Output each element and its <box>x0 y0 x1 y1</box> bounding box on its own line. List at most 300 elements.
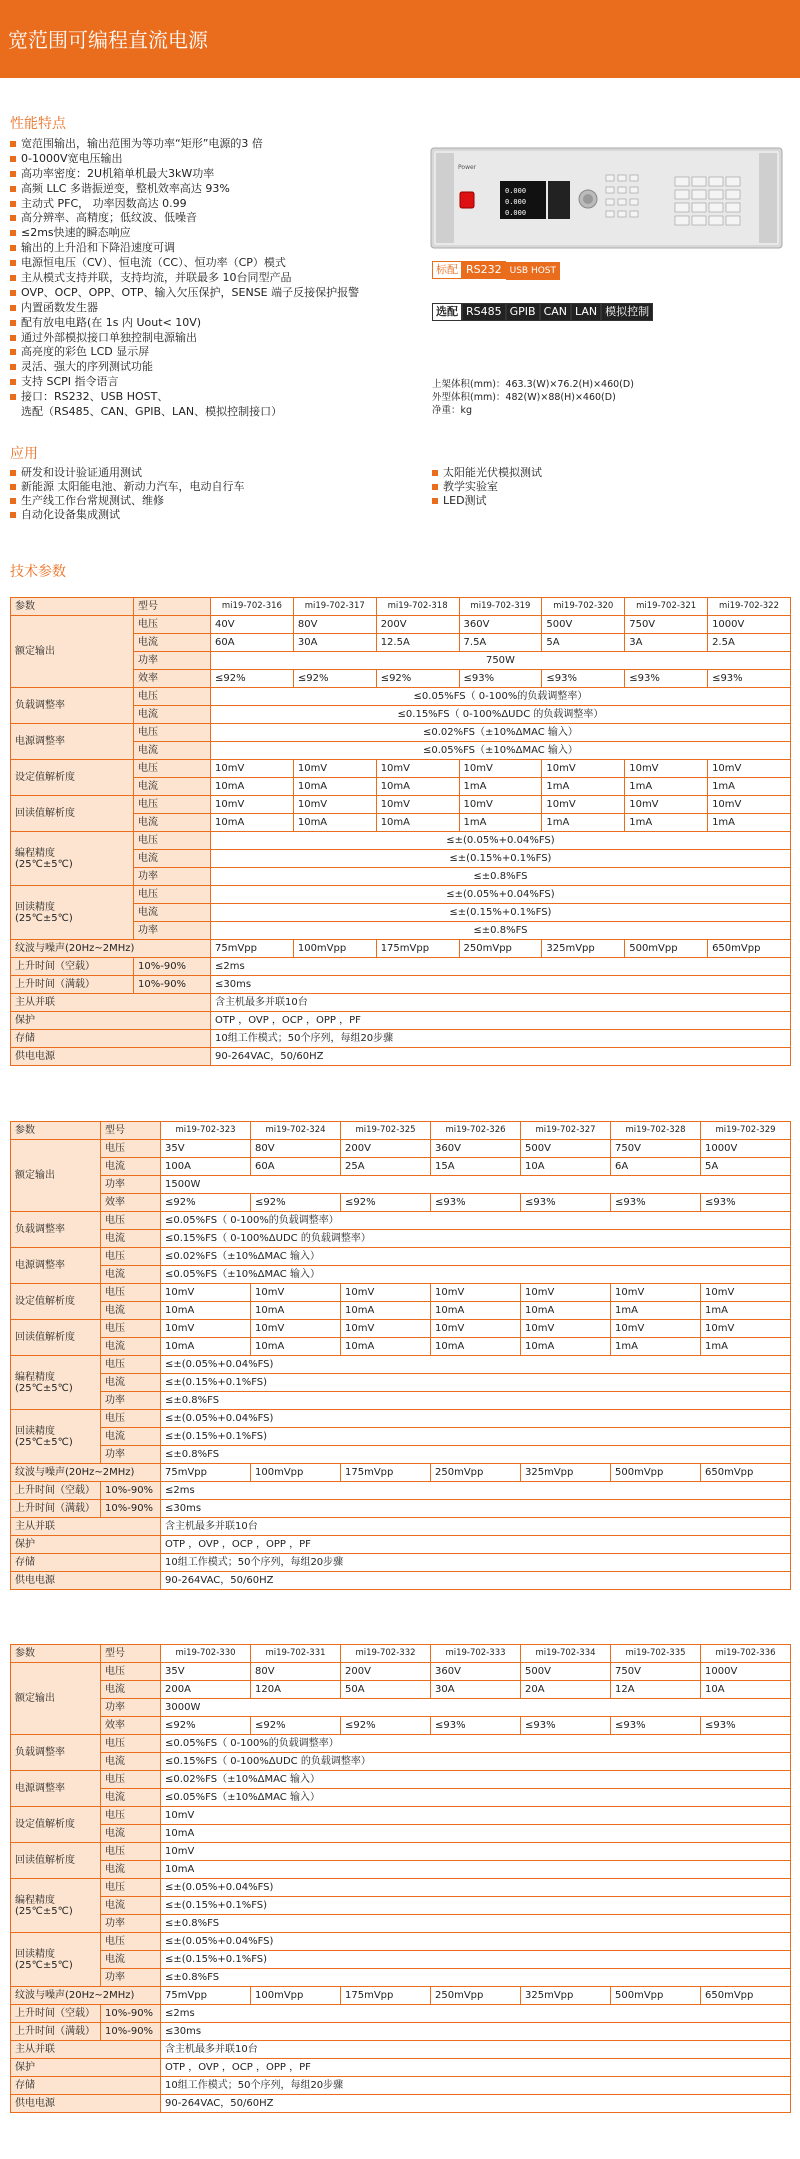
rb-res-v: 10mV <box>211 796 294 814</box>
table-cell: 电压 <box>101 1212 161 1230</box>
ripple-value: 100mVpp <box>293 940 376 958</box>
ripple-value: 75mVpp <box>211 940 294 958</box>
table-cell: 10%-90% <box>134 958 211 976</box>
storage-label: 存储 <box>11 2077 161 2095</box>
model-number: mi19-702-327 <box>521 1122 611 1140</box>
table-cell: 10%-90% <box>101 2023 161 2041</box>
table-row <box>11 994 791 1012</box>
ripple-value: 650mVpp <box>701 1464 791 1482</box>
table-row <box>11 1843 791 1861</box>
protect-label: 保护 <box>11 1536 161 1554</box>
optional-interface: CAN <box>540 303 571 321</box>
rated-voltage: 750V <box>625 616 708 634</box>
table-cell: 电流 <box>134 634 211 652</box>
supply-label: 供电电源 <box>11 1048 211 1066</box>
spec-table <box>10 597 791 1066</box>
line-reg-v: ≤0.02%FS（±10%ΔMAC 输入） <box>211 724 791 742</box>
rated-voltage: 200V <box>341 1663 431 1681</box>
table-row <box>11 2005 791 2023</box>
table-cell: 效率 <box>134 670 211 688</box>
rb-acc-label <box>11 1410 101 1464</box>
model-number: mi19-702-332 <box>341 1645 431 1663</box>
set-res-v: 10mV <box>376 760 459 778</box>
model-number: mi19-702-336 <box>701 1645 791 1663</box>
rb-res-v: 10mV <box>521 1320 611 1338</box>
accuracy-i: ≤±(0.15%+0.1%FS) <box>211 850 791 868</box>
applications-right <box>432 466 800 508</box>
table-row <box>11 1951 791 1969</box>
set-res-i: 1mA <box>611 1302 701 1320</box>
rise-time-empty: ≤2ms <box>211 958 791 976</box>
supply-value: 90-264VAC，50/60HZ <box>161 2095 791 2113</box>
ripple-value: 175mVpp <box>341 1987 431 2005</box>
header-model: 型号 <box>134 598 211 616</box>
set-res-v: 10mV <box>211 760 294 778</box>
efficiency: ≤92% <box>251 1717 341 1735</box>
table-row <box>11 1861 791 1879</box>
efficiency: ≤93% <box>521 1717 611 1735</box>
efficiency: ≤92% <box>211 670 294 688</box>
feature-item: 支持 SCPI 指令语言 <box>10 375 430 390</box>
table-cell: 上升时间（满载） <box>11 976 134 994</box>
table-cell: 电流 <box>101 1825 161 1843</box>
set-res-v: 10mV <box>459 760 542 778</box>
accuracy-v: ≤±(0.05%+0.04%FS) <box>211 832 791 850</box>
accuracy-p: ≤±0.8%FS <box>161 1969 791 1987</box>
rated-voltage: 360V <box>431 1663 521 1681</box>
feature-item: 主从模式支持并联，支持均流，并联最多 10台同型产品 <box>10 271 430 286</box>
table-cell: 功率 <box>134 922 211 940</box>
feature-item: 高亮度的彩色 LCD 显示屏 <box>10 345 430 360</box>
table-row <box>11 976 791 994</box>
table-row <box>11 1140 791 1158</box>
table-cell: 电压 <box>101 1663 161 1681</box>
model-number: mi19-702-324 <box>251 1122 341 1140</box>
rated-current: 12A <box>611 1681 701 1699</box>
rated-voltage: 750V <box>611 1140 701 1158</box>
table-cell: 电压 <box>101 1771 161 1789</box>
rb-res-v: 10mV <box>701 1320 791 1338</box>
table-cell: 电流 <box>101 1789 161 1807</box>
table-cell: 功率 <box>101 1176 161 1194</box>
rb-res-i: 10mA <box>251 1338 341 1356</box>
standard-label: 标配 <box>432 261 462 279</box>
set-res-i: 1mA <box>708 778 791 796</box>
table-cell: 电压 <box>101 1248 161 1266</box>
set-res-i: 10mA <box>293 778 376 796</box>
applications-left <box>10 466 380 522</box>
rb-res-v: 10mV <box>431 1320 521 1338</box>
rated-current: 6A <box>611 1158 701 1176</box>
rated-voltage: 500V <box>521 1663 611 1681</box>
protect-label: 保护 <box>11 1012 211 1030</box>
model-number: mi19-702-325 <box>341 1122 431 1140</box>
table-row <box>11 1374 791 1392</box>
rb-acc-label <box>11 1933 101 1987</box>
rated-current: 3A <box>625 634 708 652</box>
rated-voltage: 40V <box>211 616 294 634</box>
table-row <box>11 1266 791 1284</box>
efficiency: ≤92% <box>341 1194 431 1212</box>
protect-value: OTP ，OVP ，OCP ，OPP ，PF <box>211 1012 791 1030</box>
table-row <box>11 1320 791 1338</box>
accuracy-p: ≤±0.8%FS <box>161 1392 791 1410</box>
features-heading: 性能特点 <box>10 116 66 132</box>
standard-interfaces <box>432 261 560 280</box>
table-cell: 上升时间（满载） <box>11 1500 101 1518</box>
ripple-label: 纹波与噪声(20Hz~2MHz) <box>11 1464 161 1482</box>
table-cell: 电源调整率 <box>11 1771 101 1807</box>
spec-table <box>10 1121 791 1590</box>
application-item: 自动化设备集成测试 <box>10 508 380 522</box>
table-cell: 回读值解析度 <box>11 1843 101 1879</box>
table-row <box>11 1879 791 1897</box>
rb-res-i: 1mA <box>611 1338 701 1356</box>
rated-current: 60A <box>251 1158 341 1176</box>
table-cell: 10%-90% <box>101 2005 161 2023</box>
table-row <box>11 688 791 706</box>
table-cell: 电压 <box>134 724 211 742</box>
parallel-value: 含主机最多并联10台 <box>161 2041 791 2059</box>
standard-interface: RS232 <box>462 261 506 279</box>
model-number: mi19-702-321 <box>625 598 708 616</box>
rb-res-v: 10mV <box>542 796 625 814</box>
storage-label: 存储 <box>11 1554 161 1572</box>
header-model: 型号 <box>101 1122 161 1140</box>
table-row <box>11 1753 791 1771</box>
ripple-value: 500mVpp <box>611 1464 701 1482</box>
accuracy-title: 编程精度 <box>15 847 55 859</box>
table-cell: 效率 <box>101 1717 161 1735</box>
efficiency: ≤93% <box>611 1194 701 1212</box>
table-cell: 电源调整率 <box>11 724 134 760</box>
table-cell: 电流 <box>101 1302 161 1320</box>
ripple-value: 500mVpp <box>625 940 708 958</box>
feature-item: 宽范围输出，输出范围为等功率“矩形”电源的3 倍 <box>10 137 430 152</box>
table-row <box>11 2041 791 2059</box>
application-item: LED测试 <box>432 494 800 508</box>
rb-res-i: 10mA <box>161 1338 251 1356</box>
table-cell: 电流 <box>101 1681 161 1699</box>
table-cell: 电压 <box>101 1284 161 1302</box>
supply-value: 90-264VAC，50/60HZ <box>211 1048 791 1066</box>
rated-current: 30A <box>431 1681 521 1699</box>
table-cell: 负载调整率 <box>11 1735 101 1771</box>
table-row <box>11 1158 791 1176</box>
rb-res-v: 10mV <box>625 796 708 814</box>
rated-power: 1500W <box>161 1176 791 1194</box>
table-row <box>11 1176 791 1194</box>
accuracy-title: 回读精度 <box>15 1425 55 1437</box>
accuracy-title: 回读精度 <box>15 1948 55 1960</box>
set-res-i: 10mA <box>341 1302 431 1320</box>
table-cell: 电流 <box>101 1374 161 1392</box>
accuracy-i: ≤±(0.15%+0.1%FS) <box>161 1428 791 1446</box>
table-cell: 10%-90% <box>101 1482 161 1500</box>
table-row <box>11 1012 791 1030</box>
protect-label: 保护 <box>11 2059 161 2077</box>
spec-table <box>10 1644 791 2113</box>
set-res-i: 10mA <box>376 778 459 796</box>
efficiency: ≤92% <box>251 1194 341 1212</box>
ripple-value: 325mVpp <box>521 1464 611 1482</box>
table-row <box>11 1464 791 1482</box>
feature-item: 灵活、强大的序列测试功能 <box>10 360 430 375</box>
load-reg-i: ≤0.15%FS（ 0-100%ΔUDC 的负载调整率） <box>161 1753 791 1771</box>
accuracy-title: 编程精度 <box>15 1894 55 1906</box>
table-row <box>11 1572 791 1590</box>
set-res-i: 1mA <box>459 778 542 796</box>
rated-voltage: 80V <box>251 1140 341 1158</box>
table-row <box>11 1356 791 1374</box>
prog-acc-label <box>11 1356 101 1410</box>
accuracy-p: ≤±0.8%FS <box>211 922 791 940</box>
table-row <box>11 1446 791 1464</box>
set-res-i: 1mA <box>701 1302 791 1320</box>
table-cell: 电流 <box>101 1897 161 1915</box>
table-row <box>11 940 791 958</box>
table-cell: 电流 <box>134 742 211 760</box>
feature-item: 高频 LLC 多谐振逆变，整机效率高达 93% <box>10 182 430 197</box>
rb-res-v: 10mV <box>251 1320 341 1338</box>
rated-output-label: 额定输出 <box>11 1663 101 1735</box>
table-cell: 上升时间（空载） <box>11 1482 101 1500</box>
table-cell: 电压 <box>101 1410 161 1428</box>
optional-label: 选配 <box>432 303 462 321</box>
table-cell: 电流 <box>101 1338 161 1356</box>
accuracy-i: ≤±(0.15%+0.1%FS) <box>211 904 791 922</box>
rated-voltage: 1000V <box>701 1140 791 1158</box>
table-row <box>11 1338 791 1356</box>
load-reg-v: ≤0.05%FS（ 0-100%的负载调整率） <box>161 1212 791 1230</box>
table-cell: 电压 <box>101 1320 161 1338</box>
table-cell: 电压 <box>134 832 211 850</box>
rb-res-i: 10mA <box>161 1861 791 1879</box>
set-res-v: 10mV <box>701 1284 791 1302</box>
set-res-i: 10mA <box>431 1302 521 1320</box>
feature-item: 输出的上升沿和下降沿速度可调 <box>10 241 430 256</box>
rb-acc-label <box>11 886 134 940</box>
page-title: 宽范围可编程直流电源 <box>8 28 208 52</box>
ripple-value: 175mVpp <box>376 940 459 958</box>
table-cell: 电流 <box>101 1753 161 1771</box>
table-cell: 电压 <box>134 886 211 904</box>
table-cell: 功率 <box>101 1915 161 1933</box>
rated-current: 120A <box>251 1681 341 1699</box>
supply-value: 90-264VAC，50/60HZ <box>161 1572 791 1590</box>
efficiency: ≤92% <box>376 670 459 688</box>
accuracy-v: ≤±(0.05%+0.04%FS) <box>161 1933 791 1951</box>
accuracy-i: ≤±(0.15%+0.1%FS) <box>161 1897 791 1915</box>
load-reg-v: ≤0.05%FS（ 0-100%的负载调整率） <box>211 688 791 706</box>
prog-acc-label <box>11 1879 101 1933</box>
set-res-i: 1mA <box>625 778 708 796</box>
power-supply-image <box>430 147 783 249</box>
set-res-v: 10mV <box>341 1284 431 1302</box>
rack-dimensions: 上架体积(mm)：463.3(W)×76.2(H)×460(D) <box>432 379 634 390</box>
rb-res-i: 1mA <box>542 814 625 832</box>
efficiency: ≤93% <box>431 1194 521 1212</box>
model-number: mi19-702-329 <box>701 1122 791 1140</box>
rated-output-label: 额定输出 <box>11 1140 101 1212</box>
title-banner <box>0 0 800 78</box>
table-row <box>11 1807 791 1825</box>
rise-time-full: ≤30ms <box>161 1500 791 1518</box>
rated-voltage: 360V <box>431 1140 521 1158</box>
table-row <box>11 1681 791 1699</box>
ripple-value: 250mVpp <box>459 940 542 958</box>
rb-res-v: 10mV <box>341 1320 431 1338</box>
rb-res-i: 10mA <box>376 814 459 832</box>
table-row <box>11 1825 791 1843</box>
table-row <box>11 1500 791 1518</box>
line-reg-i: ≤0.05%FS（±10%ΔMAC 输入） <box>211 742 791 760</box>
ripple-label: 纹波与噪声(20Hz~2MHz) <box>11 1987 161 2005</box>
ripple-value: 75mVpp <box>161 1464 251 1482</box>
table-row <box>11 2095 791 2113</box>
header-param: 参数 <box>11 598 134 616</box>
efficiency: ≤93% <box>521 1194 611 1212</box>
ripple-value: 325mVpp <box>542 940 625 958</box>
set-res-v: 10mV <box>431 1284 521 1302</box>
rb-res-i: 1mA <box>701 1338 791 1356</box>
dimensions <box>432 378 634 417</box>
ripple-value: 100mVpp <box>251 1464 341 1482</box>
table-cell: 电流 <box>134 814 211 832</box>
rb-res-i: 10mA <box>431 1338 521 1356</box>
accuracy-v: ≤±(0.05%+0.04%FS) <box>161 1410 791 1428</box>
device-brand: Power <box>458 164 477 171</box>
table-row <box>11 1230 791 1248</box>
table-cell: 电流 <box>101 1266 161 1284</box>
table-row <box>11 1482 791 1500</box>
rise-time-empty: ≤2ms <box>161 1482 791 1500</box>
efficiency: ≤92% <box>293 670 376 688</box>
table-cell: 设定值解析度 <box>11 760 134 796</box>
table-cell: 上升时间（空载） <box>11 2005 101 2023</box>
parallel-label: 主从并联 <box>11 2041 161 2059</box>
table-row <box>11 1048 791 1066</box>
rb-res-v: 10mV <box>611 1320 701 1338</box>
feature-item: 通过外部模拟接口单独控制电源输出 <box>10 331 430 346</box>
rated-voltage: 80V <box>293 616 376 634</box>
ripple-value: 250mVpp <box>431 1987 521 2005</box>
table-cell: 回读值解析度 <box>11 796 134 832</box>
table-row <box>11 1536 791 1554</box>
rb-res-i: 10mA <box>521 1338 611 1356</box>
table-cell: 电流 <box>134 850 211 868</box>
table-row <box>11 1717 791 1735</box>
accuracy-condition: (25℃±5℃) <box>15 912 73 924</box>
table-row <box>11 1645 791 1663</box>
table-row <box>11 1284 791 1302</box>
feature-item: 选配（RS485、CAN、GPIB、LAN、模拟控制接口） <box>21 405 283 419</box>
ripple-value: 325mVpp <box>521 1987 611 2005</box>
line-reg-i: ≤0.05%FS（±10%ΔMAC 输入） <box>161 1266 791 1284</box>
rb-res-i: 1mA <box>708 814 791 832</box>
load-reg-v: ≤0.05%FS（ 0-100%的负载调整率） <box>161 1735 791 1753</box>
table-cell: 效率 <box>101 1194 161 1212</box>
table-cell: 10%-90% <box>101 1500 161 1518</box>
table-cell: 设定值解析度 <box>11 1807 101 1843</box>
efficiency: ≤93% <box>542 670 625 688</box>
rated-current: 10A <box>521 1158 611 1176</box>
rated-voltage: 35V <box>161 1140 251 1158</box>
table-cell: 电流 <box>134 706 211 724</box>
table-cell: 电压 <box>134 688 211 706</box>
device-readout-2: 0.000 <box>505 198 527 206</box>
ripple-value: 250mVpp <box>431 1464 521 1482</box>
rb-res-v: 10mV <box>293 796 376 814</box>
rb-res-i: 10mA <box>293 814 376 832</box>
model-number: mi19-702-334 <box>521 1645 611 1663</box>
supply-label: 供电电源 <box>11 2095 161 2113</box>
parallel-value: 含主机最多并联10台 <box>161 1518 791 1536</box>
efficiency: ≤93% <box>431 1717 521 1735</box>
spec-heading: 技术参数 <box>10 564 66 580</box>
model-number: mi19-702-331 <box>251 1645 341 1663</box>
table-row <box>11 1699 791 1717</box>
device-readout-1: 0.000 <box>505 187 527 195</box>
table-row <box>11 760 791 778</box>
table-cell: 电流 <box>134 904 211 922</box>
parallel-value: 含主机最多并联10台 <box>211 994 791 1012</box>
rb-res-i: 10mA <box>341 1338 431 1356</box>
table-row <box>11 832 791 850</box>
table-cell: 电流 <box>101 1428 161 1446</box>
efficiency: ≤92% <box>341 1717 431 1735</box>
rb-res-v: 10mV <box>161 1843 791 1861</box>
efficiency: ≤92% <box>161 1717 251 1735</box>
efficiency: ≤93% <box>701 1717 791 1735</box>
efficiency: ≤93% <box>701 1194 791 1212</box>
header-param: 参数 <box>11 1645 101 1663</box>
feature-item: 接口：RS232、USB HOST、 <box>10 390 430 405</box>
supply-label: 供电电源 <box>11 1572 161 1590</box>
prog-acc-label <box>11 832 134 886</box>
table-row <box>11 1248 791 1266</box>
set-res-i: 1mA <box>542 778 625 796</box>
rise-time-empty: ≤2ms <box>161 2005 791 2023</box>
table-cell: 功率 <box>134 868 211 886</box>
table-row <box>11 1969 791 1987</box>
feature-item: 高功率密度：2U机箱单机最大3kW功率 <box>10 167 430 182</box>
line-reg-v: ≤0.02%FS（±10%ΔMAC 输入） <box>161 1248 791 1266</box>
load-reg-i: ≤0.15%FS（ 0-100%ΔUDC 的负载调整率） <box>211 706 791 724</box>
table-cell: 负载调整率 <box>11 688 134 724</box>
outer-dimensions: 外型体积(mm)：482(W)×88(H)×460(D) <box>432 392 616 403</box>
table-cell: 10%-90% <box>134 976 211 994</box>
ripple-value: 75mVpp <box>161 1987 251 2005</box>
model-number: mi19-702-318 <box>376 598 459 616</box>
protect-value: OTP ，OVP ，OCP ，OPP ，PF <box>161 1536 791 1554</box>
application-item: 太阳能光伏模拟测试 <box>432 466 800 480</box>
line-reg-i: ≤0.05%FS（±10%ΔMAC 输入） <box>161 1789 791 1807</box>
table-row <box>11 1933 791 1951</box>
protect-value: OTP ，OVP ，OCP ，OPP ，PF <box>161 2059 791 2077</box>
rb-res-v: 10mV <box>376 796 459 814</box>
application-item: 生产线工作台常规测试、维修 <box>10 494 380 508</box>
feature-item: ≤2ms快速的瞬态响应 <box>10 226 430 241</box>
feature-item: 0-1000V宽电压输出 <box>10 152 430 167</box>
accuracy-v: ≤±(0.05%+0.04%FS) <box>161 1879 791 1897</box>
table-cell: 电压 <box>101 1879 161 1897</box>
header-param: 参数 <box>11 1122 101 1140</box>
table-cell: 电流 <box>134 778 211 796</box>
table-cell: 电压 <box>101 1735 161 1753</box>
model-number: mi19-702-333 <box>431 1645 521 1663</box>
table-cell: 功率 <box>101 1969 161 1987</box>
